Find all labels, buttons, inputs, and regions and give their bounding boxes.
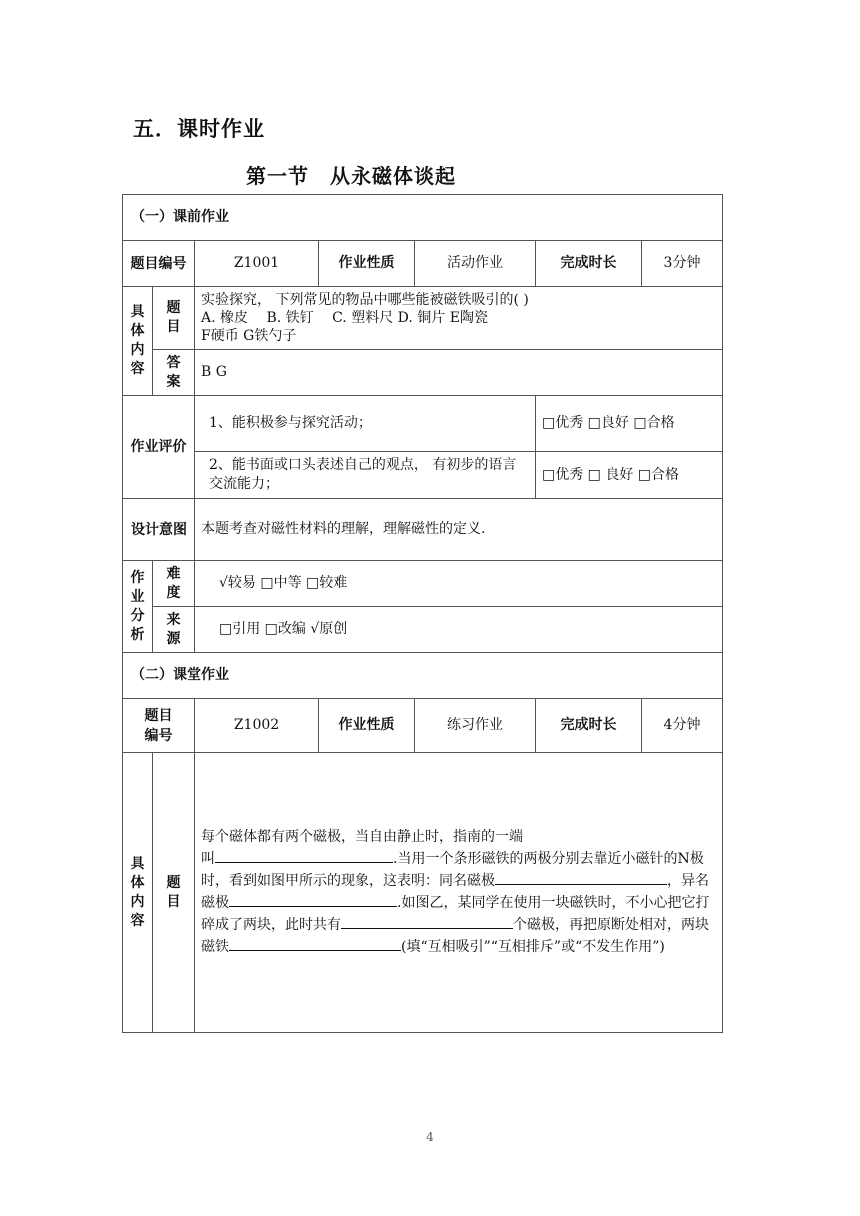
section2-title: （二）课堂作业 [123, 653, 723, 699]
content-label-2: 具体内容 [123, 753, 153, 1033]
duration-value-2: 4分钟 [642, 699, 723, 753]
homework-table [122, 194, 723, 1033]
source-label: 来源 [153, 607, 195, 653]
eval-criterion-1: 1、能积极参与探究活动； [195, 396, 536, 452]
question-text-2: 每个磁体都有两个磁极，当自由静止时，指南的一端 叫 .当用一个条形磁铁的两极分别去靠近小磁针的N极时，看到如图甲所示的现象，这表明：同名磁极 ，异名磁极 .如图乙，某同学在使用一块磁铁时，不小心把它打碎成了两块，此时共有 个磁极，再把原断处相对，两块磁铁 (填“互相吸引”“互相排斥”或“不发生作用”) [195, 753, 723, 1033]
duration-value: 3分钟 [642, 241, 723, 287]
answer-blank[interactable] [341, 913, 513, 929]
source-value: □引用 □改编 √原创 [195, 607, 723, 653]
answer-blank[interactable] [229, 891, 397, 907]
content-label: 具体内容 [123, 287, 153, 396]
eval-options-1: □优秀 □良好 □合格 [536, 396, 723, 452]
id-label: 题目编号 [123, 241, 195, 287]
answer-value: B G [195, 350, 723, 396]
difficulty-label: 难度 [153, 561, 195, 607]
question-label: 题目 [153, 287, 195, 350]
nature-label: 作业性质 [319, 241, 415, 287]
nature-label-2: 作业性质 [319, 699, 415, 753]
nature-value: 活动作业 [415, 241, 536, 287]
analysis-label: 作业分析 [123, 561, 153, 653]
duration-label: 完成时长 [536, 241, 642, 287]
eval-label: 作业评价 [123, 396, 195, 499]
eval-options-2: □优秀 □ 良好 □合格 [536, 452, 723, 499]
section1-title: （一）课前作业 [123, 195, 723, 241]
question-line: 实验探究， 下列常见的物品中哪些能被磁铁吸引的( ) [201, 292, 529, 308]
id-value-2: Z1002 [195, 699, 319, 753]
section-heading: 五．课时作业 [133, 117, 265, 141]
id-value: Z1001 [195, 241, 319, 287]
eval-criterion-2: 2、能书面或口头表述自己的观点， 有初步的语言交流能力； [195, 452, 536, 499]
answer-label: 答案 [153, 350, 195, 396]
question-line: A. 橡皮 B. 铁钉 C. 塑料尺 D. 铜片 E陶瓷 [201, 310, 488, 326]
id-label-2: 题目编号 [123, 699, 195, 753]
question-line: F硬币 G铁勺子 [201, 328, 297, 344]
design-label: 设计意图 [123, 499, 195, 561]
difficulty-value: √较易 □中等 □较难 [195, 561, 723, 607]
answer-blank[interactable] [229, 935, 401, 951]
page-number: 4 [426, 1130, 434, 1144]
answer-blank[interactable] [215, 847, 393, 863]
question-text [195, 287, 723, 350]
nature-value-2: 练习作业 [415, 699, 536, 753]
answer-blank[interactable] [495, 869, 667, 885]
lesson-title: 第一节 从永磁体谈起 [246, 164, 456, 188]
duration-label-2: 完成时长 [536, 699, 642, 753]
question-label-2: 题目 [153, 753, 195, 1033]
design-value: 本题考查对磁性材料的理解，理解磁性的定义. [195, 499, 723, 561]
